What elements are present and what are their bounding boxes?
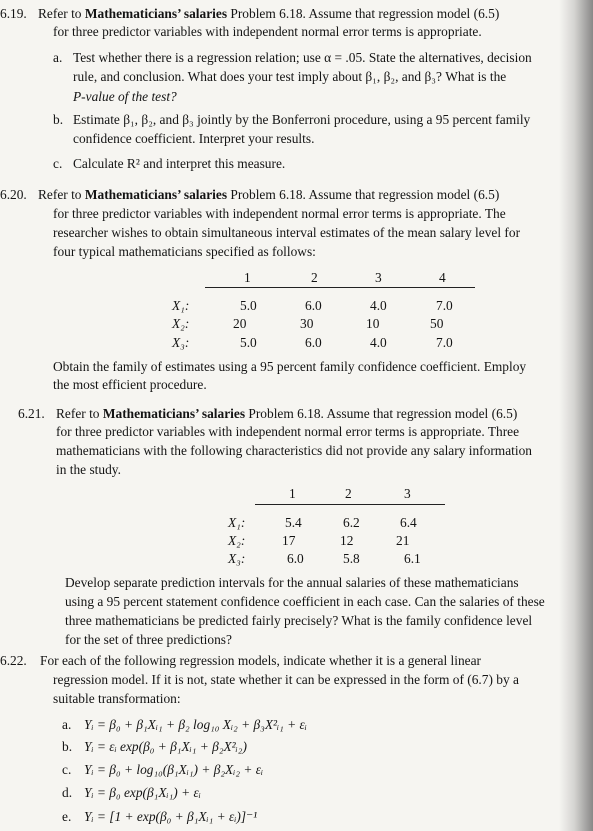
- problem-number: 6.22.: [0, 653, 27, 668]
- equation: Yᵢ = [1 + exp(β₀ + β₁Xᵢ₁ + εᵢ)]⁻¹: [84, 809, 258, 824]
- item-text: Calculate R² and interpret this measure.: [73, 156, 286, 171]
- column-header: 2: [345, 486, 352, 501]
- table-cell: 5.8: [343, 551, 360, 566]
- row-label: X₁:: [172, 298, 190, 313]
- problem-text: mathematicians with the following characteristics did not provide any salary information: [56, 443, 532, 458]
- table-cell: 5.0: [240, 298, 257, 313]
- problem-text: for three predictor variables with independent normal error terms is appropriate.: [53, 24, 482, 39]
- item-label: c.: [53, 156, 63, 171]
- item-label: a.: [53, 50, 63, 65]
- problem-text: researcher wishes to obtain simultaneous interval estimates of the mean salary level for: [53, 225, 521, 240]
- problem-text: in the study.: [56, 462, 121, 477]
- table-cell: 4.0: [370, 298, 387, 313]
- problem-text: using a 95 percent statement confidence coefficient in each case. Can the salaries of these: [65, 594, 545, 609]
- problem-text: For each of the following regression models, indicate whether it is a general linear: [40, 653, 482, 668]
- column-header: 3: [375, 270, 382, 285]
- row-label: X₃:: [172, 335, 190, 350]
- table-cell: 4.0: [370, 335, 387, 350]
- item-text: Test whether there is a regression relation; use α = .05. State the alternatives, decision: [73, 50, 532, 65]
- problem-intro: Refer to Mathematicians’ salaries Problem 6.18. Assume that regression model (6.5): [38, 187, 500, 202]
- table-cell: 30: [300, 316, 314, 331]
- item-text: Estimate β₁, β₂, and β₃ jointly by the Bonferroni procedure, using a 95 percent family: [73, 112, 531, 127]
- item-label: d.: [62, 785, 73, 800]
- item-text: P-value of the test?: [73, 89, 177, 104]
- problem-number: 6.19.: [0, 6, 27, 21]
- equation: Yᵢ = β₀ exp(β₁Xᵢ₁) + εᵢ: [84, 785, 201, 800]
- problem-intro: Refer to Mathematicians’ salaries Problem 6.18. Assume that regression model (6.5): [38, 6, 500, 21]
- problem-text: four typical mathematicians specified as follows:: [53, 244, 316, 259]
- table-rule: [205, 287, 475, 288]
- item-text: rule, and conclusion. What does your test imply about β₁, β₂, and β₃? What is the: [73, 69, 507, 84]
- problem-number: 6.21.: [18, 406, 45, 421]
- item-label: b.: [62, 739, 73, 754]
- equation: Yᵢ = εᵢ exp(β₀ + β₁Xᵢ₁ + β₂X²ᵢ₂): [84, 739, 247, 754]
- page-edge-shadow: [559, 0, 593, 831]
- column-header: 1: [244, 270, 251, 285]
- problem-text: for three predictor variables with independent normal error terms is appropriate. Three: [56, 424, 520, 439]
- problem-text: for three predictor variables with independent normal error terms is appropriate. The: [53, 206, 506, 221]
- row-label: X₂:: [172, 316, 190, 331]
- table-cell: 20: [233, 316, 247, 331]
- problem-text: suitable transformation:: [53, 691, 181, 706]
- column-header: 3: [404, 486, 411, 501]
- table-cell: 6.0: [305, 298, 322, 313]
- table-cell: 6.0: [287, 551, 304, 566]
- table-cell: 5.0: [240, 335, 257, 350]
- table-cell: 12: [340, 533, 354, 548]
- table-cell: 6.2: [343, 515, 360, 530]
- table-cell: 5.4: [285, 515, 302, 530]
- problem-text: Develop separate prediction intervals for the annual salaries of these mathematicians: [65, 575, 519, 590]
- table-cell: 17: [282, 533, 296, 548]
- table-rule: [255, 504, 445, 505]
- table-cell: 7.0: [436, 335, 453, 350]
- column-header: 4: [439, 270, 446, 285]
- item-label: b.: [53, 112, 64, 127]
- equation: Yᵢ = β₀ + log₁₀(β₁Xᵢ₁) + β₂Xᵢ₂ + εᵢ: [84, 762, 264, 777]
- table-cell: 10: [366, 316, 380, 331]
- table-cell: 21: [396, 533, 410, 548]
- table-cell: 7.0: [436, 298, 453, 313]
- row-label: X₁:: [228, 515, 246, 530]
- item-label: c.: [62, 762, 72, 777]
- table-cell: 6.1: [404, 551, 421, 566]
- problem-number: 6.20.: [0, 187, 27, 202]
- problem-text: for the set of three predictions?: [65, 632, 232, 647]
- equation: Yᵢ = β₀ + β₁Xᵢ₁ + β₂ log₁₀ Xᵢ₂ + β₃X²ᵢ₁ + εᵢ: [84, 717, 307, 732]
- item-text: confidence coefficient. Interpret your results.: [73, 131, 315, 146]
- problem-text: the most efficient procedure.: [53, 377, 207, 392]
- problem-text: Obtain the family of estimates using a 95 percent family confidence coefficient. Employ: [53, 359, 527, 374]
- table-cell: 50: [430, 316, 444, 331]
- row-label: X₃:: [228, 551, 246, 566]
- table-cell: 6.0: [305, 335, 322, 350]
- problem-text: regression model. If it is not, state whether it can be expressed in the form of (6.7) by a: [53, 672, 519, 687]
- item-label: a.: [62, 717, 72, 732]
- table-cell: 6.4: [400, 515, 417, 530]
- column-header: 1: [289, 486, 296, 501]
- problem-intro: Refer to Mathematicians’ salaries Problem 6.18. Assume that regression model (6.5): [56, 406, 518, 421]
- problem-text: three mathematicians be predicted fairly precisely? What is the family confidence level: [65, 613, 533, 628]
- column-header: 2: [311, 270, 318, 285]
- item-label: e.: [62, 809, 72, 824]
- row-label: X₂:: [228, 533, 246, 548]
